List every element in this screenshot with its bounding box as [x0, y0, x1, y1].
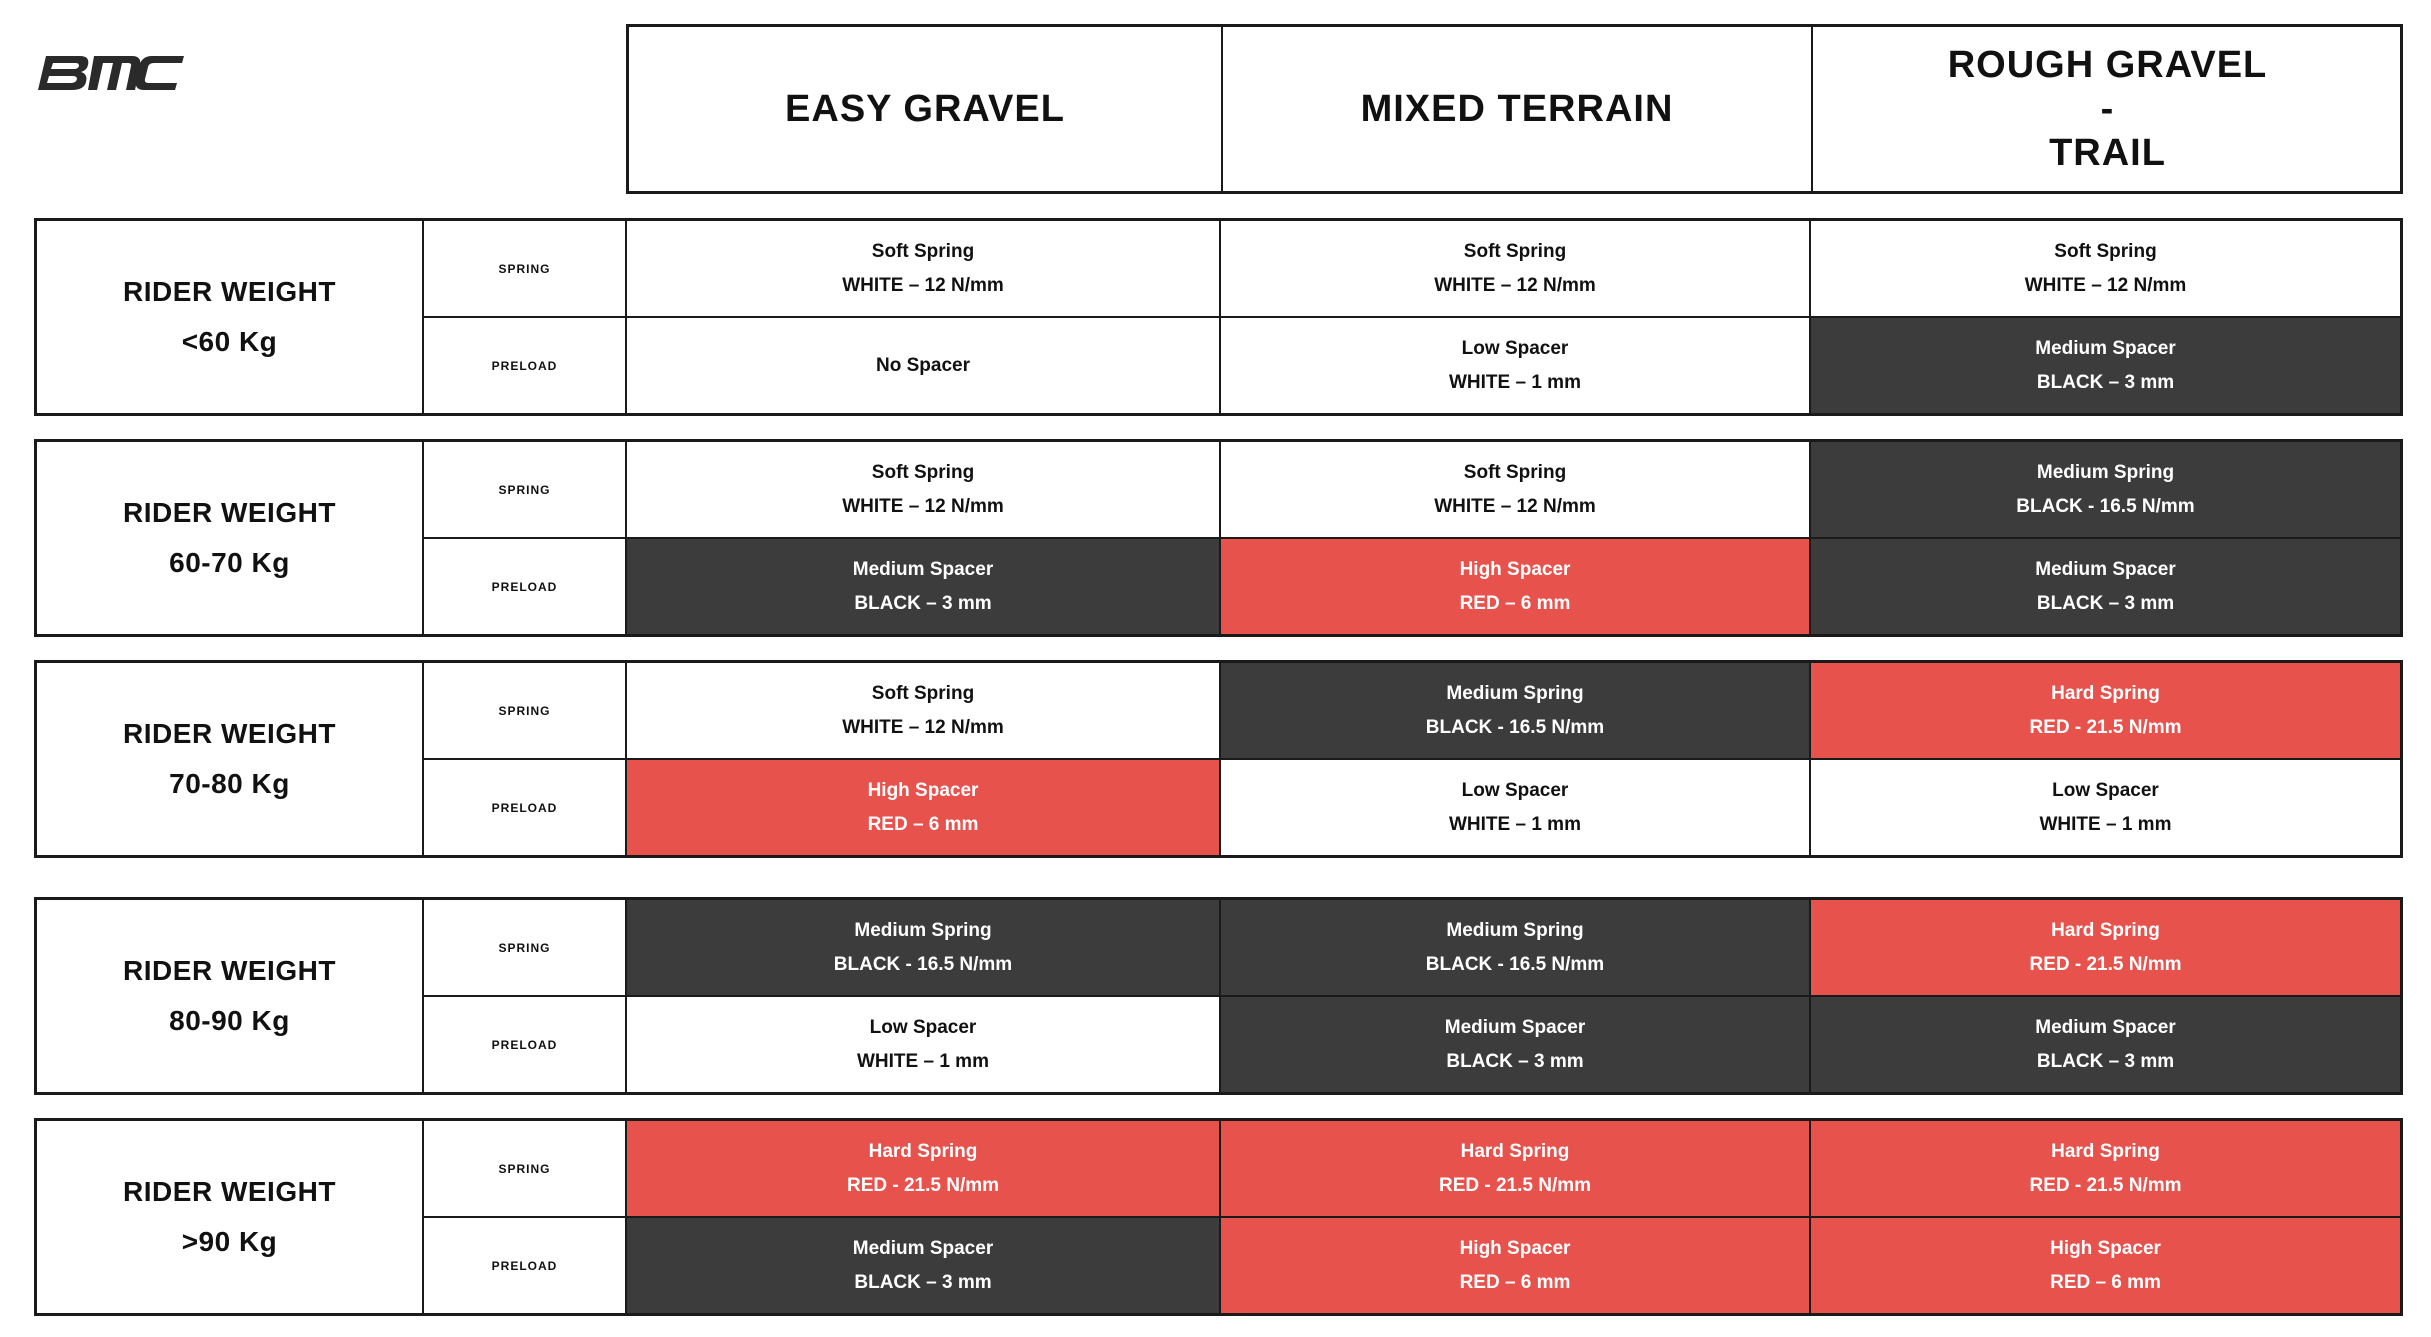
column-header-line: - [2100, 88, 2115, 130]
spring-setting-cell [627, 663, 1221, 758]
preload-setting-cell [1221, 997, 1811, 1092]
preload-setting-cell [1221, 318, 1811, 413]
setting-name: Soft Spring [1463, 461, 1567, 483]
setting-detail: WHITE – 12 N/mm [842, 274, 1004, 296]
spring-setting-cell [1221, 442, 1811, 537]
rider-weight-title: RIDER WEIGHT [123, 276, 336, 307]
setting-name: Hard Spring [2051, 919, 2160, 941]
rider-weight-title: RIDER WEIGHT [123, 497, 336, 528]
spring-row [424, 900, 2400, 995]
setting-name: Soft Spring [871, 682, 975, 704]
setting-name: Low Spacer [869, 1016, 977, 1038]
spring-setting-cell [627, 442, 1221, 537]
preload-setting-cell [1811, 318, 2400, 413]
spring-setting-cell [627, 1121, 1221, 1216]
column-header-line: EASY GRAVEL [785, 88, 1065, 130]
setting-name: Low Spacer [2052, 779, 2159, 801]
weight-group [34, 897, 2403, 1095]
rider-weight-range: <60 Kg [181, 326, 278, 357]
setting-detail: BLACK - 16.5 N/mm [1425, 716, 1605, 738]
weight-group [34, 218, 2403, 416]
terrain-header [626, 24, 2403, 194]
setting-detail: WHITE – 1 mm [857, 1050, 989, 1072]
setting-detail: BLACK – 3 mm [2036, 1050, 2175, 1072]
setting-name: Medium Spacer [2035, 337, 2176, 359]
rider-weight-range: 60-70 Kg [169, 547, 290, 578]
preload-setting-cell [627, 1218, 1221, 1313]
setting-name: Medium Spring [2036, 461, 2175, 483]
setting-name: No Spacer [876, 354, 970, 376]
spring-setting-cell [1811, 663, 2400, 758]
preload-row [424, 316, 2400, 413]
preload-setting-cell [1811, 539, 2400, 634]
preload-setting-cell [627, 997, 1221, 1092]
spring-setting-cell [1811, 1121, 2400, 1216]
setting-detail: BLACK – 3 mm [1446, 1050, 1584, 1072]
rider-weight-label [37, 221, 424, 413]
rider-weight-title: RIDER WEIGHT [123, 955, 336, 986]
spring-label: SPRING [424, 900, 627, 995]
setting-detail: BLACK - 16.5 N/mm [833, 953, 1013, 975]
setting-detail: WHITE – 12 N/mm [1434, 274, 1596, 296]
spring-setting-cell [1221, 900, 1811, 995]
setting-name: High Spacer [2050, 1237, 2161, 1259]
setting-name: Medium Spacer [852, 558, 994, 580]
setting-detail: BLACK – 3 mm [854, 1271, 992, 1293]
preload-setting-cell [1221, 1218, 1811, 1313]
rider-weight-title: RIDER WEIGHT [123, 718, 336, 749]
preload-label: PRELOAD [424, 318, 627, 413]
column-header-mixed-terrain [1223, 27, 1813, 191]
spring-label: SPRING [424, 663, 627, 758]
setting-detail: RED – 6 mm [867, 813, 979, 835]
spring-setting-cell [1811, 442, 2400, 537]
setting-name: High Spacer [1459, 558, 1571, 580]
spring-setting-cell [1221, 221, 1811, 316]
spring-label: SPRING [424, 442, 627, 537]
setting-detail: WHITE – 12 N/mm [2024, 274, 2187, 296]
spring-setting-cell [1221, 1121, 1811, 1216]
preload-setting-cell [627, 318, 1221, 413]
setting-detail: BLACK – 3 mm [2036, 371, 2175, 393]
bmc-logo [36, 48, 186, 98]
setting-name: Low Spacer [1461, 337, 1569, 359]
setting-name: Low Spacer [1461, 779, 1569, 801]
column-header-line: TRAIL [2049, 132, 2166, 174]
setting-name: Hard Spring [2051, 682, 2160, 704]
setting-detail: RED – 6 mm [2050, 1271, 2161, 1293]
setting-detail: BLACK – 3 mm [854, 592, 992, 614]
spring-row [424, 221, 2400, 316]
column-header-rough-gravel-trail [1813, 27, 2402, 191]
rider-weight-label [37, 1121, 424, 1313]
preload-setting-cell [1221, 539, 1811, 634]
spring-row [424, 442, 2400, 537]
preload-row [424, 995, 2400, 1092]
setting-detail: WHITE – 12 N/mm [842, 716, 1004, 738]
setting-name: Soft Spring [871, 461, 975, 483]
weight-group [34, 660, 2403, 858]
rider-weight-range: >90 Kg [181, 1226, 278, 1257]
column-header-line: ROUGH GRAVEL [1947, 44, 2268, 86]
setting-detail: WHITE – 1 mm [2039, 813, 2172, 835]
weight-group [34, 439, 2403, 637]
setting-detail: WHITE – 12 N/mm [842, 495, 1004, 517]
preload-label: PRELOAD [424, 1218, 627, 1313]
setting-name: Medium Spring [854, 919, 992, 941]
setting-detail: RED - 21.5 N/mm [846, 1174, 1000, 1196]
setting-name: Hard Spring [2051, 1140, 2160, 1162]
rider-weight-range: 80-90 Kg [169, 1005, 290, 1036]
spring-label: SPRING [424, 221, 627, 316]
setting-name: High Spacer [1459, 1237, 1571, 1259]
spring-row [424, 663, 2400, 758]
setting-name: Medium Spacer [852, 1237, 994, 1259]
spring-setting-cell [1221, 663, 1811, 758]
setting-name: Medium Spacer [2035, 1016, 2176, 1038]
setting-detail: RED - 21.5 N/mm [1438, 1174, 1592, 1196]
setting-name: Medium Spacer [1444, 1016, 1586, 1038]
setting-detail: RED - 21.5 N/mm [2029, 1174, 2182, 1196]
setting-name: Soft Spring [1463, 240, 1567, 262]
setting-name: High Spacer [867, 779, 979, 801]
setting-detail: BLACK - 16.5 N/mm [1425, 953, 1605, 975]
setting-detail: RED – 6 mm [1459, 592, 1571, 614]
rider-weight-title: RIDER WEIGHT [123, 1176, 336, 1207]
spring-setting-cell [627, 221, 1221, 316]
setting-detail: RED – 6 mm [1459, 1271, 1571, 1293]
column-header-easy-gravel [629, 27, 1223, 191]
preload-setting-cell [627, 760, 1221, 855]
preload-setting-cell [627, 539, 1221, 634]
preload-label: PRELOAD [424, 760, 627, 855]
preload-label: PRELOAD [424, 997, 627, 1092]
preload-row [424, 758, 2400, 855]
rider-weight-label [37, 900, 424, 1092]
preload-setting-cell [1811, 997, 2400, 1092]
setting-detail: BLACK - 16.5 N/mm [2016, 495, 2195, 517]
setting-name: Medium Spring [1446, 682, 1584, 704]
spring-setting-cell [1811, 221, 2400, 316]
setting-detail: RED - 21.5 N/mm [2029, 953, 2182, 975]
setting-name: Hard Spring [1460, 1140, 1570, 1162]
preload-label: PRELOAD [424, 539, 627, 634]
rider-weight-range: 70-80 Kg [169, 768, 290, 799]
preload-row [424, 1216, 2400, 1313]
preload-setting-cell [1811, 760, 2400, 855]
preload-setting-cell [1811, 1218, 2400, 1313]
spring-label: SPRING [424, 1121, 627, 1216]
setting-name: Hard Spring [868, 1140, 978, 1162]
setting-name: Medium Spacer [2035, 558, 2176, 580]
setting-detail: WHITE – 1 mm [1449, 813, 1581, 835]
setting-detail: RED - 21.5 N/mm [2029, 716, 2182, 738]
setting-name: Soft Spring [2054, 240, 2157, 262]
rider-weight-label [37, 442, 424, 634]
preload-setting-cell [1221, 760, 1811, 855]
preload-row [424, 537, 2400, 634]
setting-name: Soft Spring [871, 240, 975, 262]
column-header-line: MIXED TERRAIN [1360, 88, 1674, 130]
setting-detail: BLACK – 3 mm [2036, 592, 2175, 614]
setting-detail: WHITE – 12 N/mm [1434, 495, 1596, 517]
spring-setting-cell [1811, 900, 2400, 995]
weight-group [34, 1118, 2403, 1316]
setting-detail: WHITE – 1 mm [1449, 371, 1581, 393]
spring-row [424, 1121, 2400, 1216]
setting-name: Medium Spring [1446, 919, 1584, 941]
rider-weight-label [37, 663, 424, 855]
spring-setting-cell [627, 900, 1221, 995]
